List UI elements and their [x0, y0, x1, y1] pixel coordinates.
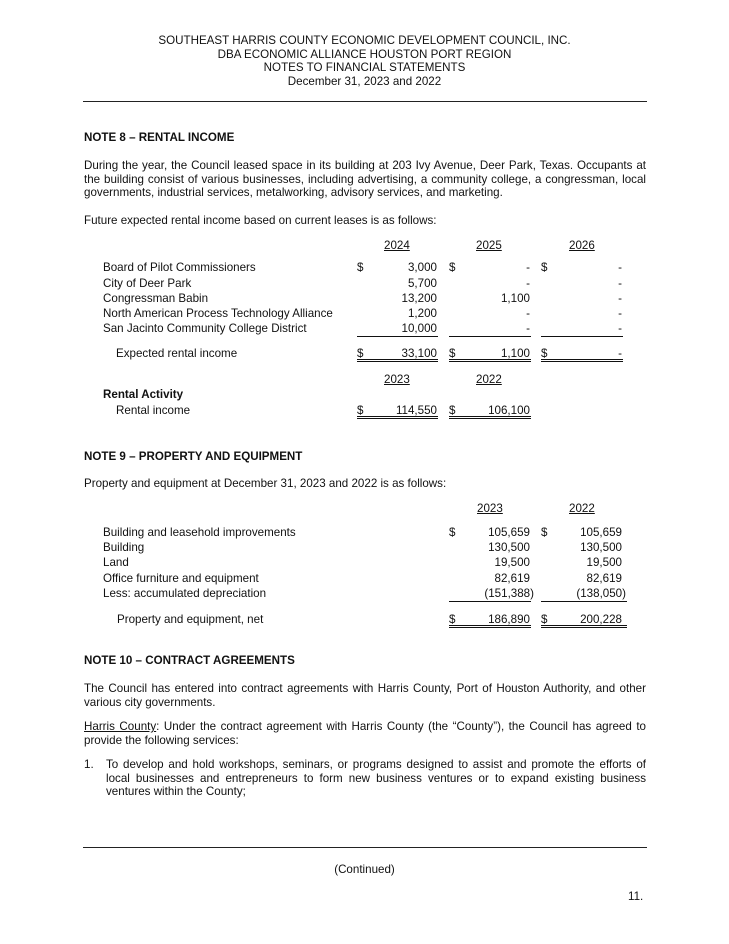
table-row — [0, 292, 729, 306]
table-row — [0, 322, 729, 336]
dollar-sign: $ — [449, 613, 456, 626]
row-label: North American Process Technology Alliance — [103, 307, 333, 320]
header-dba-name: DBA ECONOMIC ALLIANCE HOUSTON PORT REGION — [217, 47, 512, 61]
double-rule — [449, 416, 531, 419]
amount-2022: (138,050) — [576, 587, 626, 600]
table-row — [0, 541, 729, 555]
amount-2025: - — [526, 261, 530, 274]
amount-2022: 82,619 — [586, 572, 622, 585]
amount-2025: - — [526, 307, 530, 320]
harris-county-heading: Harris County — [84, 720, 157, 733]
activity-2023: 114,550 — [395, 404, 437, 417]
total-2022: 200,228 — [580, 613, 622, 626]
table-row — [0, 587, 729, 601]
dollar-sign: $ — [449, 404, 456, 417]
amount-2023: 82,619 — [494, 572, 530, 585]
footer-divider — [83, 847, 647, 848]
amount-2024: 13,200 — [401, 292, 437, 305]
table-row — [0, 526, 729, 540]
year-header: 2022 — [569, 502, 595, 515]
header-org-name: SOUTHEAST HARRIS COUNTY ECONOMIC DEVELOPMENT COUNCIL, INC. — [158, 34, 571, 47]
amount-2022: 130,500 — [580, 541, 622, 554]
amount-2023: 19,500 — [494, 556, 530, 569]
subtotal-rule — [541, 601, 627, 602]
note8-schedule-intro: Future expected rental income based on current leases is as follows: — [84, 214, 437, 227]
header-doc-title: NOTES TO FINANCIAL STATEMENTS — [263, 61, 466, 74]
note10-harris-county-paragraph — [84, 720, 646, 747]
year-header: 2022 — [476, 373, 502, 386]
table-row — [0, 572, 729, 586]
dollar-sign: $ — [541, 261, 548, 274]
double-rule — [541, 359, 623, 362]
amount-2023: (151,388) — [484, 587, 534, 600]
dollar-sign: $ — [541, 347, 548, 360]
row-label: Less: accumulated depreciation — [103, 587, 267, 600]
dollar-sign: $ — [449, 526, 456, 539]
amount-2024: 10,000 — [401, 322, 437, 335]
double-rule — [541, 625, 627, 628]
activity-year-header — [0, 373, 729, 387]
total-2026: - — [618, 347, 622, 360]
subtotal-rule — [357, 336, 438, 337]
note10-paragraph: The Council has entered into contract agreements with Harris County, Port of Houston Authority, and other various city governments. — [84, 682, 646, 709]
header-divider — [83, 101, 647, 102]
list-item-text: To develop and hold workshops, seminars, or programs designed to assist and promote the efforts of local businesses and entrepreneurs to form new business ventures or to expand existing business ventures within the County; — [106, 758, 646, 798]
dollar-sign: $ — [541, 526, 548, 539]
header-date: December 31, 2023 and 2022 — [287, 74, 442, 88]
year-header: 2023 — [384, 373, 410, 386]
amount-2024: 5,700 — [407, 277, 437, 290]
table-row — [0, 556, 729, 570]
total-2025: 1,100 — [500, 347, 530, 360]
double-rule — [357, 416, 438, 419]
note9-paragraph: Property and equipment at December 31, 2023 and 2022 is as follows: — [84, 477, 447, 490]
continued-label: (Continued) — [334, 863, 395, 876]
page-number: 11. — [628, 890, 644, 903]
amount-2025: - — [526, 277, 530, 290]
year-header: 2026 — [569, 239, 595, 252]
amount-2024: 1,200 — [407, 307, 437, 320]
double-rule — [449, 625, 531, 628]
table-row — [0, 261, 729, 275]
total-2024: 33,100 — [401, 347, 437, 360]
report-header — [0, 34, 729, 88]
amount-2023: 130,500 — [488, 541, 530, 554]
amount-2023: 105,659 — [488, 526, 530, 539]
note8-title: NOTE 8 – RENTAL INCOME — [84, 131, 235, 144]
total-2023: 186,890 — [488, 613, 530, 626]
amount-2026: - — [618, 292, 622, 305]
row-label: Congressman Babin — [103, 292, 209, 305]
row-label: San Jacinto Community College District — [103, 322, 307, 335]
note9-year-header — [0, 502, 729, 516]
note8-year-header — [0, 239, 729, 253]
dollar-sign: $ — [357, 261, 364, 274]
activity-label: Rental income — [116, 404, 191, 417]
dollar-sign: $ — [449, 347, 456, 360]
amount-2026: - — [618, 277, 622, 290]
amount-2026: - — [618, 322, 622, 335]
amount-2022: 105,659 — [580, 526, 622, 539]
note9-title: NOTE 9 – PROPERTY AND EQUIPMENT — [84, 450, 303, 463]
activity-2022: 106,100 — [488, 404, 530, 417]
row-label: Building — [103, 541, 145, 554]
year-header: 2025 — [476, 239, 502, 252]
row-label: City of Deer Park — [103, 277, 192, 290]
total-label: Expected rental income — [116, 347, 238, 360]
total-label: Property and equipment, net — [117, 613, 264, 626]
dollar-sign: $ — [541, 613, 548, 626]
dollar-sign: $ — [357, 347, 364, 360]
year-header: 2024 — [384, 239, 410, 252]
amount-2025: - — [526, 322, 530, 335]
subtotal-rule — [449, 336, 531, 337]
amount-2024: 3,000 — [407, 261, 437, 274]
double-rule — [449, 359, 531, 362]
table-row — [0, 277, 729, 291]
harris-county-text: : Under the contract agreement with Harris County (the “County”), the Council has agreed to provide the following services: — [84, 720, 646, 747]
note8-paragraph: During the year, the Council leased space in its building at 203 Ivy Avenue, Deer Park, Texas. Occupants at the building consist of various businesses, including advertising, a community college, a congressman, local governments, industrial services, metalworking, advisory services, and marketing. — [84, 159, 646, 199]
table-row — [0, 307, 729, 321]
subtotal-rule — [541, 336, 623, 337]
year-header: 2023 — [477, 502, 503, 515]
subtotal-rule — [449, 601, 531, 602]
row-label: Building and leasehold improvements — [103, 526, 296, 539]
row-label: Land — [103, 556, 129, 569]
dollar-sign: $ — [357, 404, 364, 417]
amount-2026: - — [618, 307, 622, 320]
amount-2022: 19,500 — [586, 556, 622, 569]
row-label: Board of Pilot Commissioners — [103, 261, 256, 274]
list-item-number: 1. — [84, 758, 94, 771]
amount-2026: - — [618, 261, 622, 274]
double-rule — [357, 359, 438, 362]
dollar-sign: $ — [449, 261, 456, 274]
note10-title: NOTE 10 – CONTRACT AGREEMENTS — [84, 654, 295, 667]
amount-2025: 1,100 — [500, 292, 530, 305]
activity-heading-row — [0, 388, 729, 402]
activity-heading: Rental Activity — [103, 388, 184, 401]
row-label: Office furniture and equipment — [103, 572, 259, 585]
